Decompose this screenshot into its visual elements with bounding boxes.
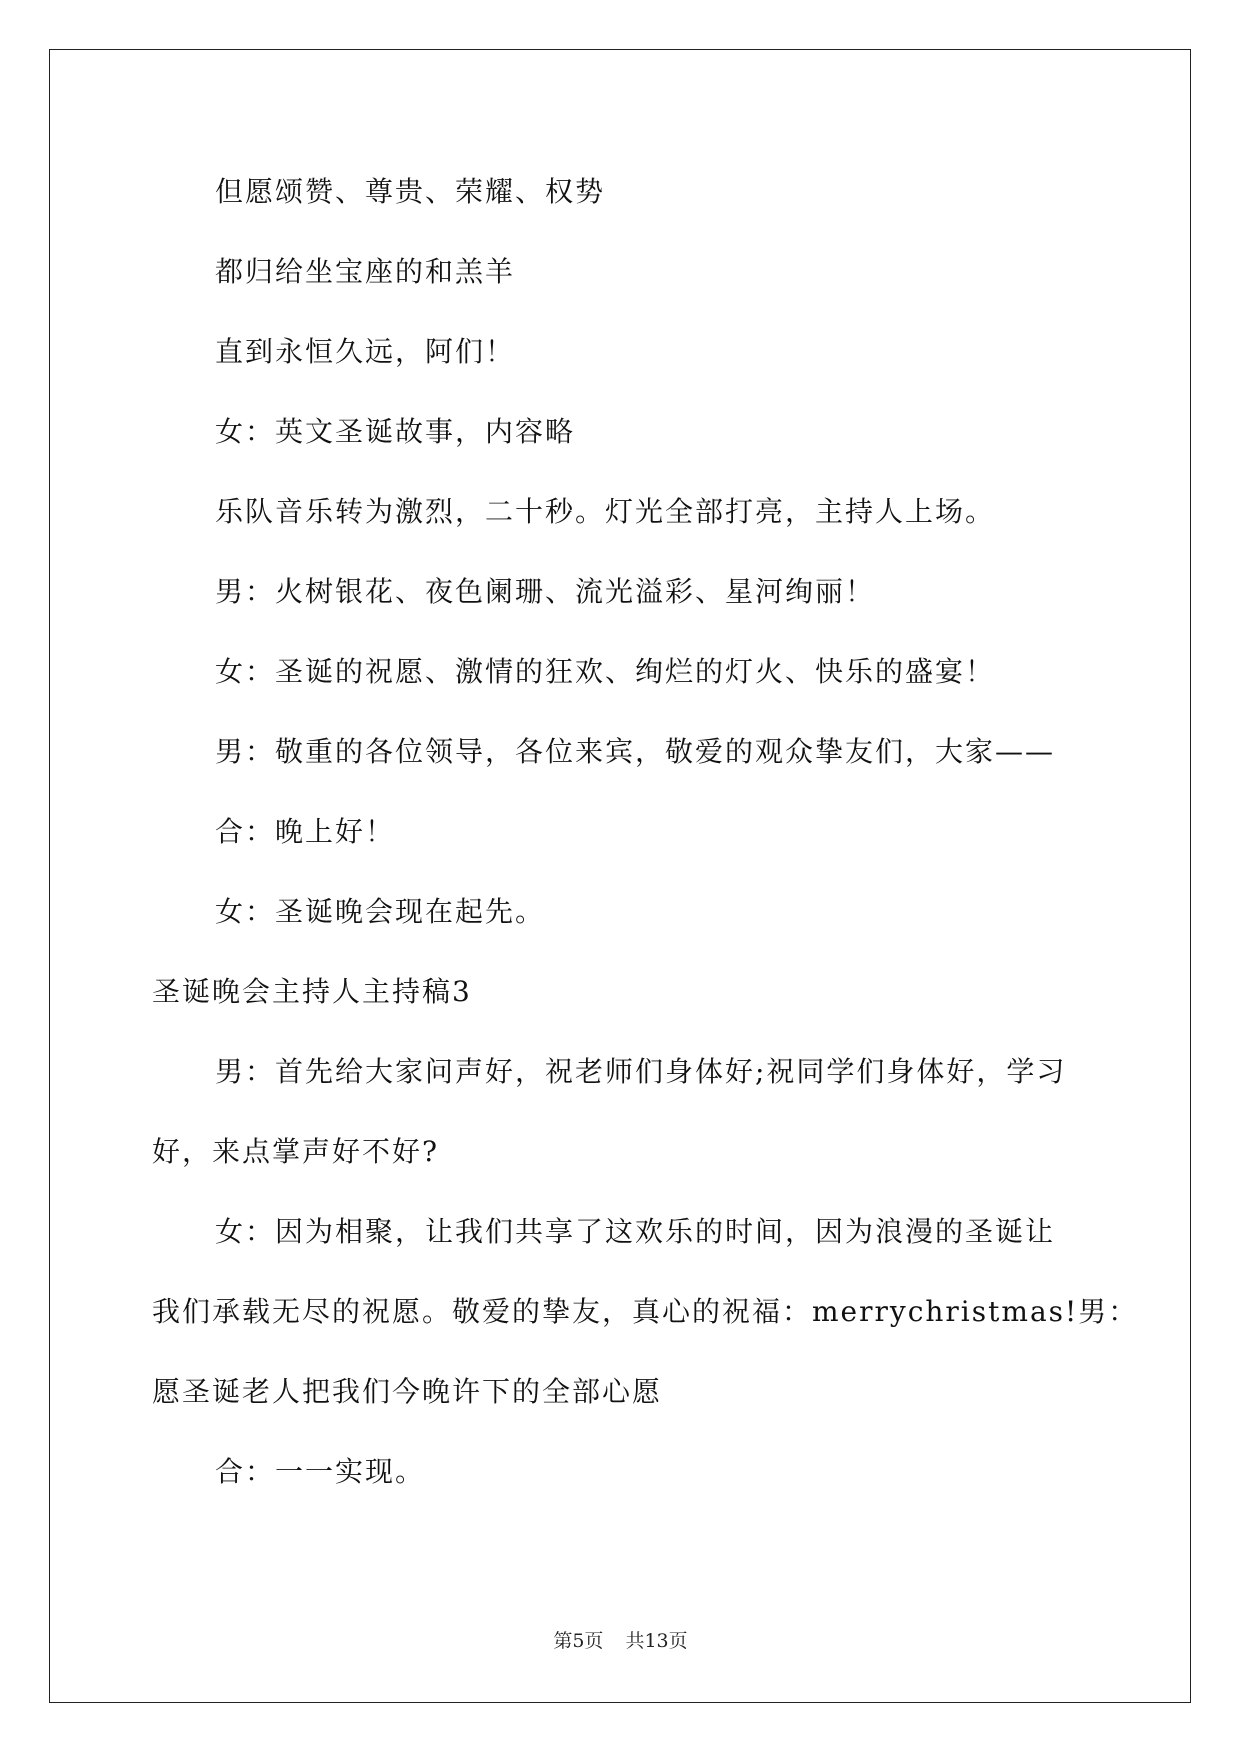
page-total: 共13页 xyxy=(625,1630,688,1652)
text-line: 我们承载无尽的祝愿。敬爱的挚友，真心的祝福：merrychristmas!男： xyxy=(152,1295,1139,1328)
page-footer xyxy=(0,1628,1241,1654)
text-line: 女：因为相聚，让我们共享了这欢乐的时间，因为浪漫的圣诞让 xyxy=(215,1215,1056,1248)
text-line: 好，来点掌声好不好? xyxy=(152,1135,440,1168)
text-line: 女：英文圣诞故事，内容略 xyxy=(215,415,576,448)
text-line: 男：火树银花、夜色阑珊、流光溢彩、星河绚丽！ xyxy=(215,575,876,608)
text-line: 乐队音乐转为激烈，二十秒。灯光全部打亮，主持人上场。 xyxy=(215,495,996,528)
page-number: 第5页 xyxy=(553,1630,604,1652)
text-line: 女：圣诞晚会现在起先。 xyxy=(215,895,546,928)
text-line: 男：敬重的各位领导，各位来宾，敬爱的观众挚友们，大家—— xyxy=(215,735,1056,768)
text-line: 合：一一实现。 xyxy=(215,1455,426,1488)
text-line: 都归给坐宝座的和羔羊 xyxy=(215,255,516,288)
text-line: 直到永恒久远，阿们！ xyxy=(215,335,516,368)
section-heading: 圣诞晚会主持人主持稿3 xyxy=(152,975,472,1008)
text-line: 愿圣诞老人把我们今晚许下的全部心愿 xyxy=(152,1375,663,1408)
text-line: 女：圣诞的祝愿、激情的狂欢、绚烂的灯火、快乐的盛宴！ xyxy=(215,655,996,688)
text-line: 合：晚上好！ xyxy=(215,815,396,848)
text-line: 但愿颂赞、尊贵、荣耀、权势 xyxy=(215,175,606,208)
text-line: 男：首先给大家问声好，祝老师们身体好;祝同学们身体好，学习 xyxy=(215,1055,1067,1088)
